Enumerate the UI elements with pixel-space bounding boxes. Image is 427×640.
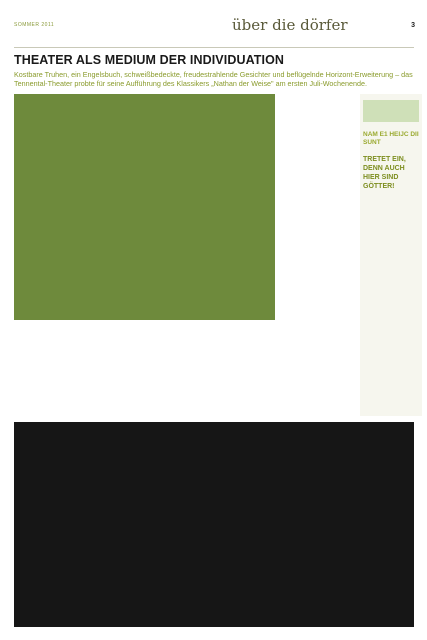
sidebar-logo (363, 100, 419, 122)
page-number: 3 (411, 22, 415, 29)
stage-performance-photo (14, 422, 414, 627)
header-divider (14, 47, 414, 48)
issue-date: SOMMER 2011 (14, 22, 55, 28)
body-column-4 (281, 325, 357, 420)
article-headline: THEATER ALS MEDIUM DER INDIVIDUATION (14, 53, 285, 67)
body-column-2 (103, 325, 186, 420)
article-lead: Kostbare Truhen, ein Engelsbuch, schweißbedeckte, freudestrahlende Gesichter und beflügelnde Horizont-Erweiterung – das Tennental-Theater probte für seine Aufführung des Klassikers „Nathan der Weise" am ersten Juli-Wochenende. (14, 70, 413, 89)
sidebar-headline: TRETET EIN, DENN AUCH HIER SIND GÖTTER! (363, 156, 406, 190)
body-column-1 (14, 325, 97, 420)
dancer-shoes-photo (14, 94, 275, 320)
sidebar-badge: NAM E1 HEIJC DII SUNT (363, 131, 419, 146)
body-text-right-of-photo (279, 96, 357, 318)
sidebar-text (363, 210, 421, 410)
body-column-3 (192, 325, 275, 420)
publication-logo: über die dörfer (232, 16, 348, 34)
page-header (0, 0, 427, 44)
